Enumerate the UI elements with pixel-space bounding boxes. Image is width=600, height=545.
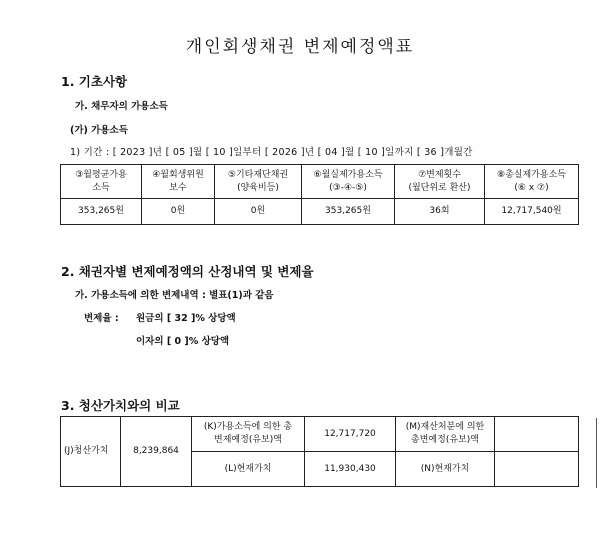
header-cell-7: ⑦변제횟수 (월단위로 환산) [395,165,485,199]
income-table-value-row [61,199,579,225]
value-cell-7: 36회 [395,199,485,225]
k-value-cell: 12,717,720 [305,417,396,452]
header-cell-4: ④월회생위원 보수 [142,165,215,199]
value-cell-4: 0원 [142,199,215,225]
section1-heading: 1. 기초사항 [61,74,128,89]
liquidation-row-1 [61,417,579,452]
value-cell-3: 353,265원 [61,199,142,225]
period-line: 1) 기간 : [ 2023 ]년 [ 05 ]월 [ 10 ]일부터 [ 2026 ]년 [ 04 ]월 [ 10 ]일까지 [ 36 ]개월간 [70,147,473,158]
n-value-cell [495,452,579,487]
j-value-cell: 8,239,864 [121,417,192,487]
section2-heading: 2. 채권자별 변제예정액의 산정내역 및 변제율 [61,264,314,279]
page-edge-line [596,418,597,488]
m-label-cell: (M)재산처분에 의한 총변예정(유보)액 [396,417,495,452]
page-title: 개인회생채권 변제예정액표 [185,37,415,57]
header-cell-3: ③월평균가용 소득 [61,165,142,199]
l-value-cell: 11,930,430 [305,452,396,487]
m-value-cell [495,417,579,452]
n-label-cell: (N)현재가치 [396,452,495,487]
value-cell-6: 353,265원 [302,199,395,225]
header-cell-6: ⑥월실제가용소득 (③-④-⑤) [302,165,395,199]
section2-sub-a: 가. 가용소득에 의한 변제내역 : 별표(1)과 같음 [75,290,274,301]
interest-rate: 이자의 [ 0 ]% 상당액 [136,336,230,347]
header-cell-5: ⑤기타재단채권 (양육비등) [215,165,302,199]
section3-heading: 3. 청산가치와의 비교 [61,398,180,413]
principal-rate: 원금의 [ 32 ]% 상당액 [136,313,236,324]
j-label-cell: (J)청산가치 [61,417,121,487]
rate-label: 변제율 : [84,313,119,324]
income-table [60,164,579,225]
header-cell-8: ⑧총실제가용소득 (⑥ x ⑦) [485,165,579,199]
section1-sub-a1: (가) 가용소득 [70,125,128,136]
section1-sub-a: 가. 채무자의 가용소득 [75,101,168,112]
l-label-cell: (L)현재가치 [192,452,305,487]
value-cell-8: 12,717,540원 [485,199,579,225]
k-label-cell: (K)가용소득에 의한 총 변제예정(유보)액 [192,417,305,452]
value-cell-5: 0원 [215,199,302,225]
liquidation-table [60,416,579,487]
income-table-header-row [61,165,579,199]
